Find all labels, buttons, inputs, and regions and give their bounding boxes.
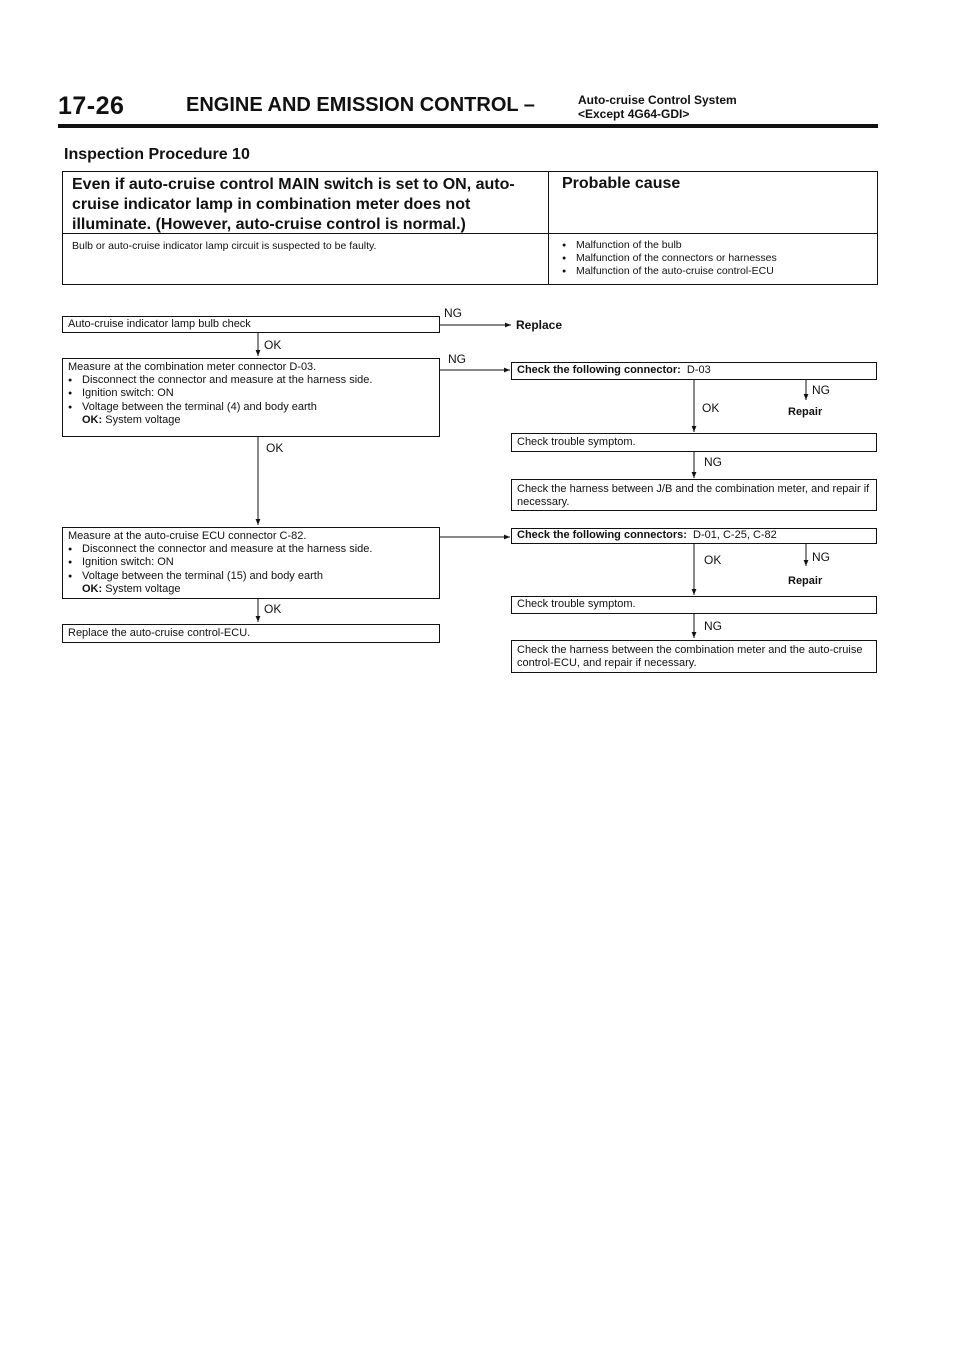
- procedure-title: Inspection Procedure 10: [64, 146, 250, 163]
- symptom-description: Bulb or auto-cruise indicator lamp circuit is suspected to be faulty.: [72, 240, 377, 252]
- measure-d03-step: ● Ignition switch: ON: [68, 387, 434, 401]
- replace-ecu-box: Replace the auto-cruise control-ECU.: [62, 624, 440, 643]
- replace-action: Replace: [516, 318, 563, 332]
- probable-cause-header: Probable cause: [562, 175, 681, 192]
- check-connectors-label: Check the following connectors:: [517, 529, 687, 541]
- ng-label: NG: [812, 383, 830, 397]
- symptom-text: Even if auto-cruise control MAIN switch is set to ON, auto-cruise indicator lamp in combination meter does not illuminate. (However, auto-cruise control is normal.): [72, 176, 515, 233]
- ok-label: OK: [264, 602, 282, 616]
- check-connector-d03-box: [511, 362, 877, 380]
- ok-label: OK: [266, 441, 284, 455]
- section-title: ENGINE AND EMISSION CONTROL –: [186, 94, 535, 116]
- measure-d03-step: ● Voltage between the terminal (4) and body earth: [68, 401, 434, 415]
- repair-action: Repair: [788, 406, 823, 418]
- subsection-title: Auto-cruise Control System: [578, 93, 737, 107]
- trouble-symptom-box: Check trouble symptom.: [511, 433, 877, 452]
- ok-criteria-value: System voltage: [105, 414, 181, 426]
- measure-c82-step: ● Disconnect the connector and measure at the harness side.: [68, 543, 434, 557]
- measure-c82-box: [62, 527, 440, 599]
- trouble-symptom-box: Check trouble symptom.: [511, 596, 877, 614]
- ng-label: NG: [812, 550, 830, 564]
- measure-d03-title: Measure at the combination meter connector D-03.: [68, 361, 317, 373]
- check-connector-label: Check the following connector:: [517, 364, 681, 376]
- ok-criteria-label: OK:: [82, 414, 103, 426]
- check-connectors-multi-box: [511, 528, 877, 544]
- ok-criteria-label: OK:: [82, 583, 103, 595]
- measure-c82-step: ● Voltage between the terminal (15) and body earth: [68, 570, 434, 584]
- ok-label: OK: [704, 553, 722, 567]
- check-connector-value: D-03: [686, 364, 711, 376]
- harness-meter-ecu-box: Check the harness between the combination meter and the auto-cruise control-ECU, and repair if necessary.: [511, 640, 877, 673]
- page-number: 17-26: [58, 92, 125, 120]
- ok-criteria-value: System voltage: [105, 583, 181, 595]
- subsection-variant: <Except 4G64-GDI>: [578, 107, 690, 121]
- ok-label: OK: [264, 338, 282, 352]
- ng-label: NG: [444, 306, 462, 320]
- cause-item: ● Malfunction of the bulb: [562, 239, 777, 252]
- ng-label: NG: [448, 352, 466, 366]
- cause-item: ● Malfunction of the auto-cruise control-ECU: [562, 265, 777, 278]
- measure-c82-title: Measure at the auto-cruise ECU connector C-82.: [68, 530, 307, 542]
- repair-action: Repair: [788, 575, 823, 587]
- cause-item: ● Malfunction of the connectors or harnesses: [562, 252, 777, 265]
- measure-d03-step: ● Disconnect the connector and measure at the harness side.: [68, 374, 434, 388]
- check-connectors-value: D-01, C-25, C-82: [693, 529, 777, 541]
- harness-jb-box: Check the harness between J/B and the combination meter, and repair if necessary.: [511, 479, 877, 511]
- measure-d03-box: [62, 358, 440, 437]
- ok-label: OK: [702, 401, 720, 415]
- bulb-check-box: Auto-cruise indicator lamp bulb check: [62, 316, 440, 333]
- measure-c82-step: ● Ignition switch: ON: [68, 556, 434, 570]
- ng-label: NG: [704, 619, 722, 633]
- ng-label: NG: [704, 455, 722, 469]
